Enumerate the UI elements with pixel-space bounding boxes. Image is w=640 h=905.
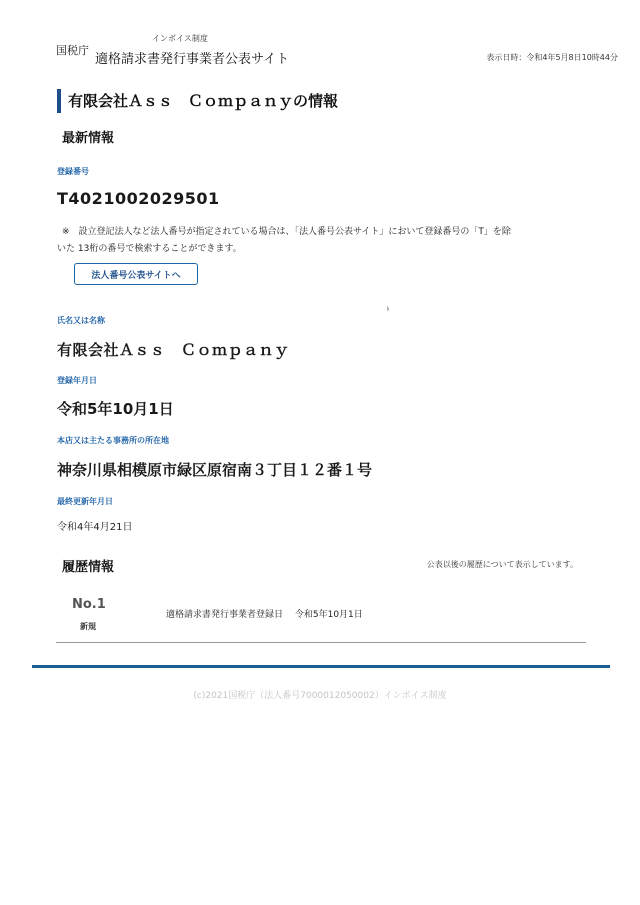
history-heading: 履歴情報 <box>62 560 115 575</box>
footer-copyright: (c)2021国税庁（法人番号7000012050002）インボイス制度 <box>193 691 447 701</box>
name-label: 氏名又は名称 <box>57 316 105 325</box>
page-title-accent-bar <box>57 89 61 113</box>
latest-info-heading: 最新情報 <box>62 131 115 146</box>
history-entry-number: No.1 <box>72 597 106 612</box>
display-timestamp: 表示日時：令和4年5月8日10時44分 <box>486 53 618 62</box>
last-updated-value: 令和4年4月21日 <box>57 522 133 533</box>
invoice-system-label: インボイス制度 <box>152 34 208 43</box>
address-value: 神奈川県相模原市緑区原宿南３丁目１２番１号 <box>57 461 373 479</box>
page-title: 有限会社Ａｓｓ Ｃｏｍｐａｎｙの情報 <box>68 92 339 110</box>
registration-number-value: T4021002029501 <box>57 189 220 208</box>
corporate-number-site-button[interactable]: 法人番号公表サイトへ <box>74 263 198 285</box>
note-line-2: いた 13桁の番号で検索することができます。 <box>57 244 242 254</box>
history-entry-event: 適格請求書発行事業者登録日 令和5年10月1日 <box>166 610 363 620</box>
registered-date-value: 令和5年10月1日 <box>57 400 174 418</box>
scan-artifact-mark: ヽ <box>379 301 395 317</box>
note-line-1: ※ 設立登記法人など法人番号が指定されている場合は、「法人番号公表サイト」において登録番号の「T」を除 <box>62 227 511 237</box>
history-entry-type: 新規 <box>80 622 96 631</box>
site-title[interactable]: 適格請求書発行事業者公表サイト <box>95 52 290 67</box>
registration-number-label: 登録番号 <box>57 167 89 176</box>
name-value: 有限会社Ａｓｓ Ｃｏｍｐａｎｙ <box>57 341 290 359</box>
agency-name: 国税庁 <box>56 44 89 57</box>
footer-divider <box>32 665 610 668</box>
registered-date-label: 登録年月日 <box>57 376 97 385</box>
address-label: 本店又は主たる事務所の所在地 <box>57 436 169 445</box>
history-divider <box>56 642 586 643</box>
history-note: 公表以後の履歴について表示しています。 <box>426 560 578 569</box>
last-updated-label: 最終更新年月日 <box>57 497 113 506</box>
